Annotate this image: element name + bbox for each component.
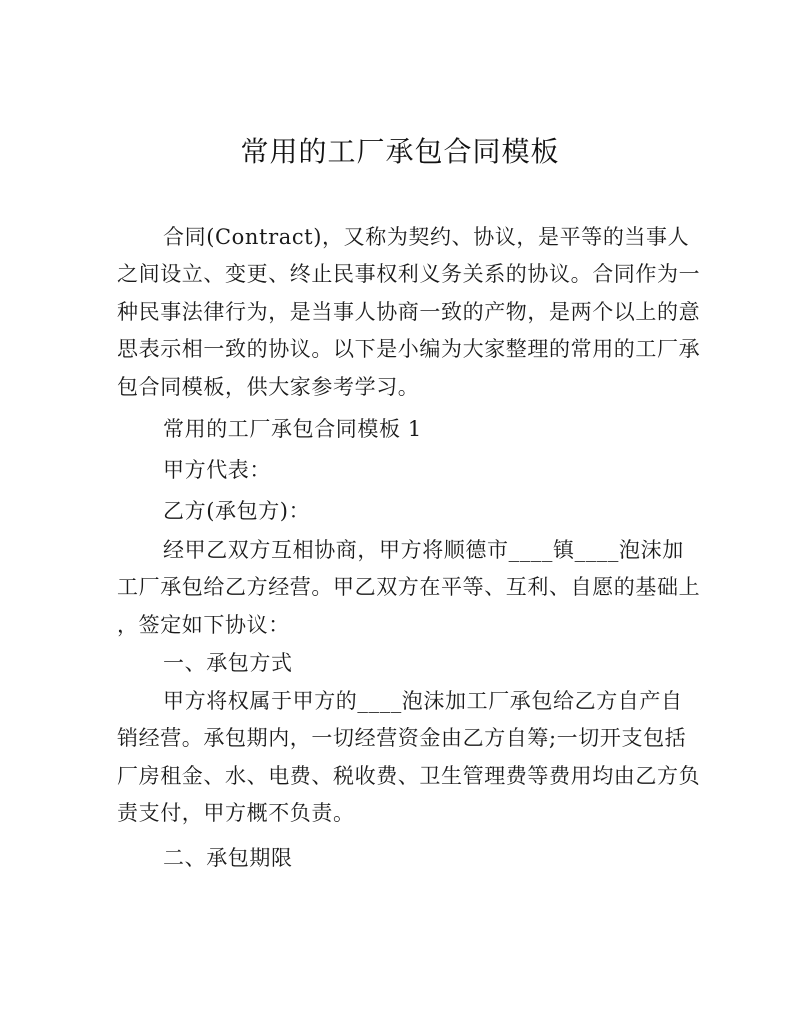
paragraph-line: 包合同模板，供大家参考学习。 bbox=[117, 375, 420, 399]
party-b-label: 乙方(承包方)： bbox=[163, 499, 311, 523]
paragraph-line: 之间设立、变更、终止民事权利义务关系的协议。合同作为一 bbox=[117, 262, 701, 286]
section-heading: 二、承包期限 bbox=[163, 846, 293, 870]
document-title: 常用的工厂承包合同模板 bbox=[240, 135, 560, 168]
paragraph-line: 责支付，甲方概不负责。 bbox=[117, 801, 355, 825]
paragraph-line: 经甲乙双方互相协商，甲方将顺德市____镇____泡沫加 bbox=[163, 538, 684, 562]
section-heading: 常用的工厂承包合同模板 1 bbox=[163, 417, 422, 441]
paragraph-line: 厂房租金、水、电费、税收费、卫生管理费等费用均由乙方负 bbox=[117, 764, 701, 788]
paragraph-line: 工厂承包给乙方经营。甲乙双方在平等、互利、自愿的基础上 bbox=[117, 575, 701, 599]
paragraph-line: 思表示相一致的协议。以下是小编为大家整理的常用的工厂承 bbox=[117, 337, 701, 361]
paragraph-line: 甲方将权属于甲方的____泡沫加工厂承包给乙方自产自 bbox=[163, 689, 683, 713]
section-heading: 一、承包方式 bbox=[163, 651, 293, 675]
paragraph-line: 销经营。承包期内，一切经营资金由乙方自筹;一切开支包括 bbox=[117, 726, 687, 750]
paragraph-line: 种民事法律行为，是当事人协商一致的产物，是两个以上的意 bbox=[117, 300, 701, 324]
paragraph-line: ，签定如下协议： bbox=[117, 613, 290, 637]
party-a-label: 甲方代表： bbox=[163, 458, 271, 482]
paragraph-line: 合同(Contract)，又称为契约、协议，是平等的当事人 bbox=[163, 225, 690, 249]
